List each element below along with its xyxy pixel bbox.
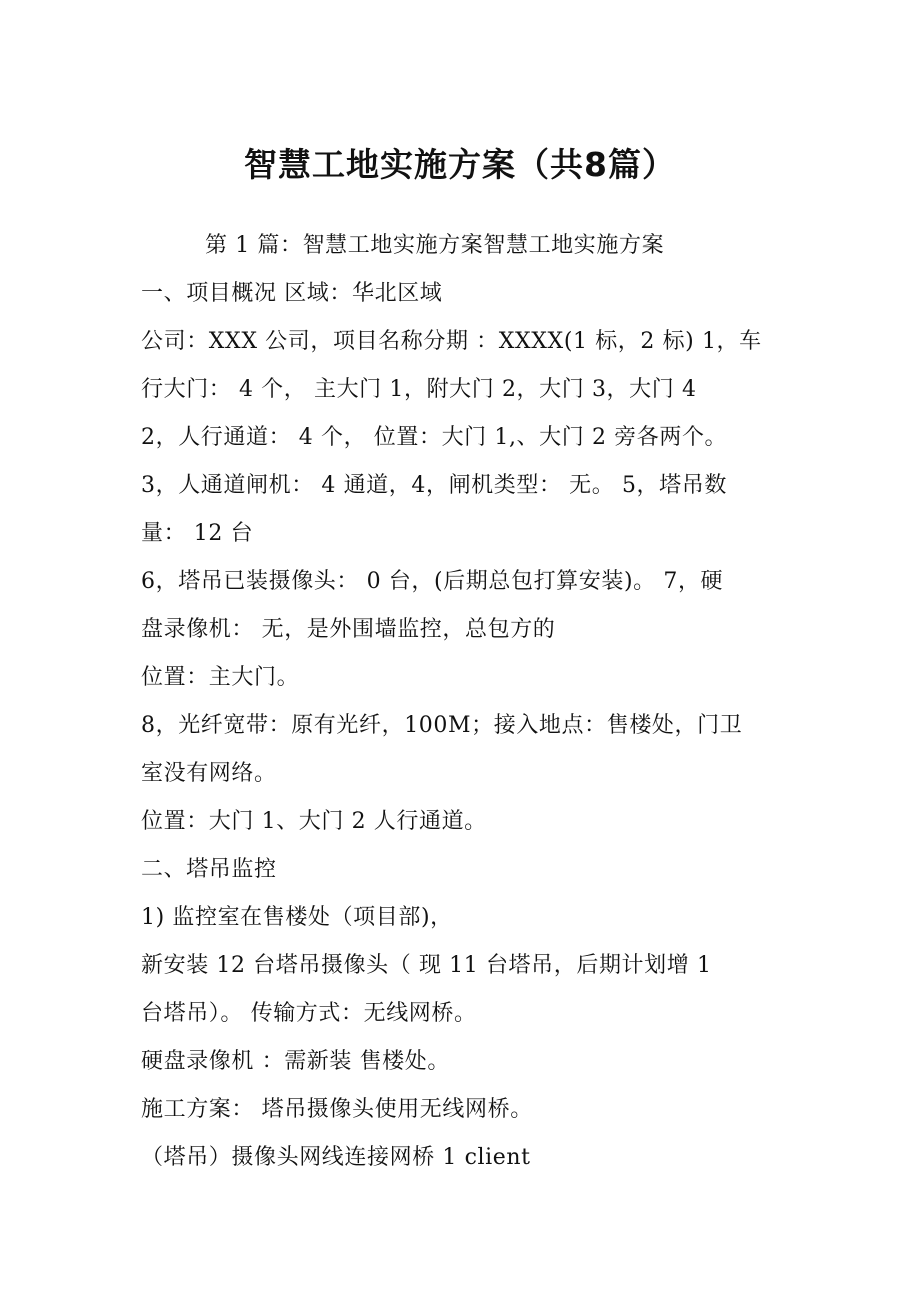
- paragraph-line: 位置：主大门。: [141, 665, 300, 690]
- paragraph-line: 硬盘录像机 ：需新装 售楼处。: [141, 1049, 450, 1074]
- paragraph-line: 1) 监控室在售楼处（项目部)，: [141, 905, 453, 930]
- paragraph-line: 8，光纤宽带：原有光纤，100M；接入地点：售楼处，门卫: [141, 713, 743, 738]
- paragraph-line: 盘录像机： 无，是外围墙监控，总包方的: [141, 617, 556, 642]
- paragraph-line: （塔吊）摄像头网线连接网桥 1 client: [141, 1145, 531, 1170]
- document-title: 智慧工地实施方案（共8篇）: [244, 145, 676, 184]
- section-heading: 二、塔吊监控: [141, 857, 277, 882]
- paragraph-line: 室没有网络。: [141, 761, 277, 786]
- paragraph-line: 台塔吊）。 传输方式：无线网桥。: [141, 1001, 477, 1026]
- document-body: [141, 222, 791, 1182]
- paragraph-line: 3，人通道闸机： 4 通道，4，闸机类型： 无。 5，塔吊数: [141, 473, 727, 498]
- paragraph-line: 量： 12 台: [141, 521, 254, 546]
- paragraph-line: 新安装 12 台塔吊摄像头（ 现 11 台塔吊，后期计划增 1: [141, 953, 712, 978]
- paragraph-line: 施工方案： 塔吊摄像头使用无线网桥。: [141, 1097, 533, 1122]
- paragraph-line: 公司：XXX 公司，项目名称分期 ：XXXX(1 标，2 标) 1，车: [141, 329, 762, 354]
- paragraph-line: 第 1 篇：智慧工地实施方案智慧工地实施方案: [205, 233, 665, 258]
- paragraph-line: 6，塔吊已装摄像头： 0 台，(后期总包打算安装)。 7，硬: [141, 569, 724, 594]
- paragraph-line: 2，人行通道： 4 个， 位置：大门 1,、大门 2 旁各两个。: [141, 425, 728, 450]
- paragraph-line: 位置：大门 1、大门 2 人行通道。: [141, 809, 487, 834]
- paragraph-line: 行大门： 4 个， 主大门 1，附大门 2，大门 3，大门 4: [141, 377, 697, 402]
- paragraph-line: 一、项目概况 区域：华北区域: [141, 281, 443, 306]
